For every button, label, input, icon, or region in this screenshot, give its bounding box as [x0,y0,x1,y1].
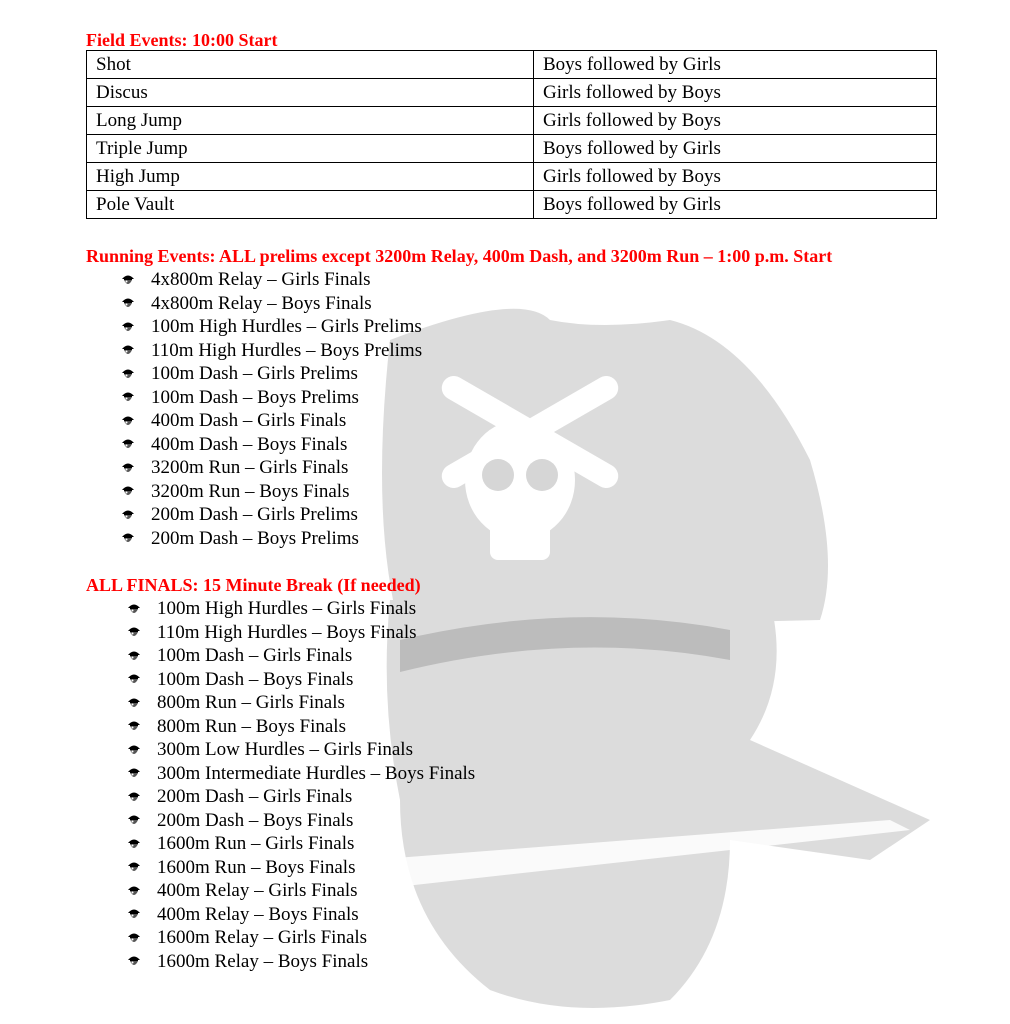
field-events-table [86,50,937,219]
pirate-bullet-icon [126,695,142,711]
list-item [126,738,475,762]
pirate-bullet-icon [126,953,142,969]
list-item [120,339,422,363]
list-item-label: 200m Dash – Boys Finals [157,809,354,831]
list-item [126,644,475,668]
pirate-bullet-icon [126,742,142,758]
list-item-label: 110m High Hurdles – Boys Prelims [151,339,423,361]
running-events-heading: Running Events: ALL prelims except 3200m Relay, 400m Dash, and 3200m Run – 1:00 p.m. Start [86,246,833,266]
list-item [120,292,422,316]
list-item [126,785,475,809]
all-finals-list [126,597,475,973]
pirate-bullet-icon [126,671,142,687]
pirate-bullet-icon [126,812,142,828]
list-item-label: 400m Relay – Boys Finals [157,903,359,925]
event-order-cell: Girls followed by Boys [534,163,937,191]
list-item-label: 300m Low Hurdles – Girls Finals [157,739,413,760]
event-name-cell: Discus [87,79,534,107]
list-item-label: 200m Dash – Girls Prelims [151,504,358,525]
list-item-label: 1600m Relay – Girls Finals [157,927,368,948]
event-order-cell: Boys followed by Girls [534,135,937,163]
list-item [126,879,475,903]
pirate-bullet-icon [126,765,142,781]
list-item-label: 4x800m Relay – Boys Finals [151,292,372,314]
list-item [126,668,475,692]
pirate-bullet-icon [126,648,142,664]
list-item [126,856,475,880]
pirate-bullet-icon [126,906,142,922]
pirate-bullet-icon [126,718,142,734]
list-item-label: 100m Dash – Boys Finals [157,668,354,690]
list-item [126,903,475,927]
pirate-bullet-icon [120,366,136,382]
list-item-label: 4x800m Relay – Girls Finals [151,269,371,290]
list-item [120,409,422,433]
all-finals-heading: ALL FINALS: 15 Minute Break (If needed) [86,575,421,595]
event-order-cell: Boys followed by Girls [534,51,937,79]
table-row [87,191,937,219]
pirate-bullet-icon [120,436,136,452]
event-order-cell: Girls followed by Boys [534,79,937,107]
list-item [120,433,422,457]
pirate-bullet-icon [126,930,142,946]
event-order-cell: Girls followed by Boys [534,107,937,135]
table-row [87,107,937,135]
pirate-bullet-icon [120,342,136,358]
list-item-label: 3200m Run – Boys Finals [151,480,350,502]
pirate-bullet-icon [120,483,136,499]
pirate-bullet-icon [120,413,136,429]
event-name-cell: Triple Jump [87,135,534,163]
pirate-bullet-icon [120,295,136,311]
list-item [120,480,422,504]
list-item-label: 1600m Run – Boys Finals [157,856,356,878]
list-item-label: 200m Dash – Boys Prelims [151,527,359,549]
pirate-bullet-icon [120,507,136,523]
list-item-label: 100m Dash – Boys Prelims [151,386,359,408]
list-item-label: 1600m Relay – Boys Finals [157,950,369,972]
running-events-list [120,268,422,550]
list-item [126,809,475,833]
list-item-label: 800m Run – Boys Finals [157,715,346,737]
field-events-heading: Field Events: 10:00 Start [86,30,278,50]
list-item [126,597,475,621]
list-item [126,691,475,715]
list-item-label: 3200m Run – Girls Finals [151,457,349,478]
list-item-label: 1600m Run – Girls Finals [157,833,355,854]
list-item-label: 400m Relay – Girls Finals [157,880,358,901]
list-item [126,762,475,786]
event-name-cell: Shot [87,51,534,79]
table-row [87,163,937,191]
list-item-label: 100m High Hurdles – Girls Finals [157,598,417,619]
event-name-cell: High Jump [87,163,534,191]
pirate-bullet-icon [120,319,136,335]
list-item-label: 400m Dash – Girls Finals [151,410,347,431]
pirate-bullet-icon [126,624,142,640]
list-item-label: 300m Intermediate Hurdles – Boys Finals [157,762,476,784]
pirate-bullet-icon [120,272,136,288]
pirate-bullet-icon [126,601,142,617]
table-row [87,79,937,107]
pirate-bullet-icon [120,389,136,405]
pirate-bullet-icon [126,789,142,805]
list-item [120,362,422,386]
list-item [120,456,422,480]
list-item-label: 110m High Hurdles – Boys Finals [157,621,417,643]
list-item [120,315,422,339]
list-item [126,926,475,950]
list-item-label: 200m Dash – Girls Finals [157,786,353,807]
event-order-cell: Boys followed by Girls [534,191,937,219]
list-item-label: 100m Dash – Girls Finals [157,645,353,666]
pirate-bullet-icon [120,530,136,546]
list-item [126,621,475,645]
pirate-bullet-icon [126,883,142,899]
list-item [120,268,422,292]
table-row [87,51,937,79]
list-item [126,950,475,974]
list-item [126,715,475,739]
table-row [87,135,937,163]
pirate-bullet-icon [126,836,142,852]
list-item-label: 800m Run – Girls Finals [157,692,345,713]
list-item-label: 400m Dash – Boys Finals [151,433,348,455]
list-item [126,832,475,856]
list-item [120,386,422,410]
list-item [120,527,422,551]
list-item-label: 100m Dash – Girls Prelims [151,363,358,384]
list-item-label: 100m High Hurdles – Girls Prelims [151,316,422,337]
list-item [120,503,422,527]
pirate-bullet-icon [120,460,136,476]
event-name-cell: Long Jump [87,107,534,135]
event-name-cell: Pole Vault [87,191,534,219]
pirate-bullet-icon [126,859,142,875]
